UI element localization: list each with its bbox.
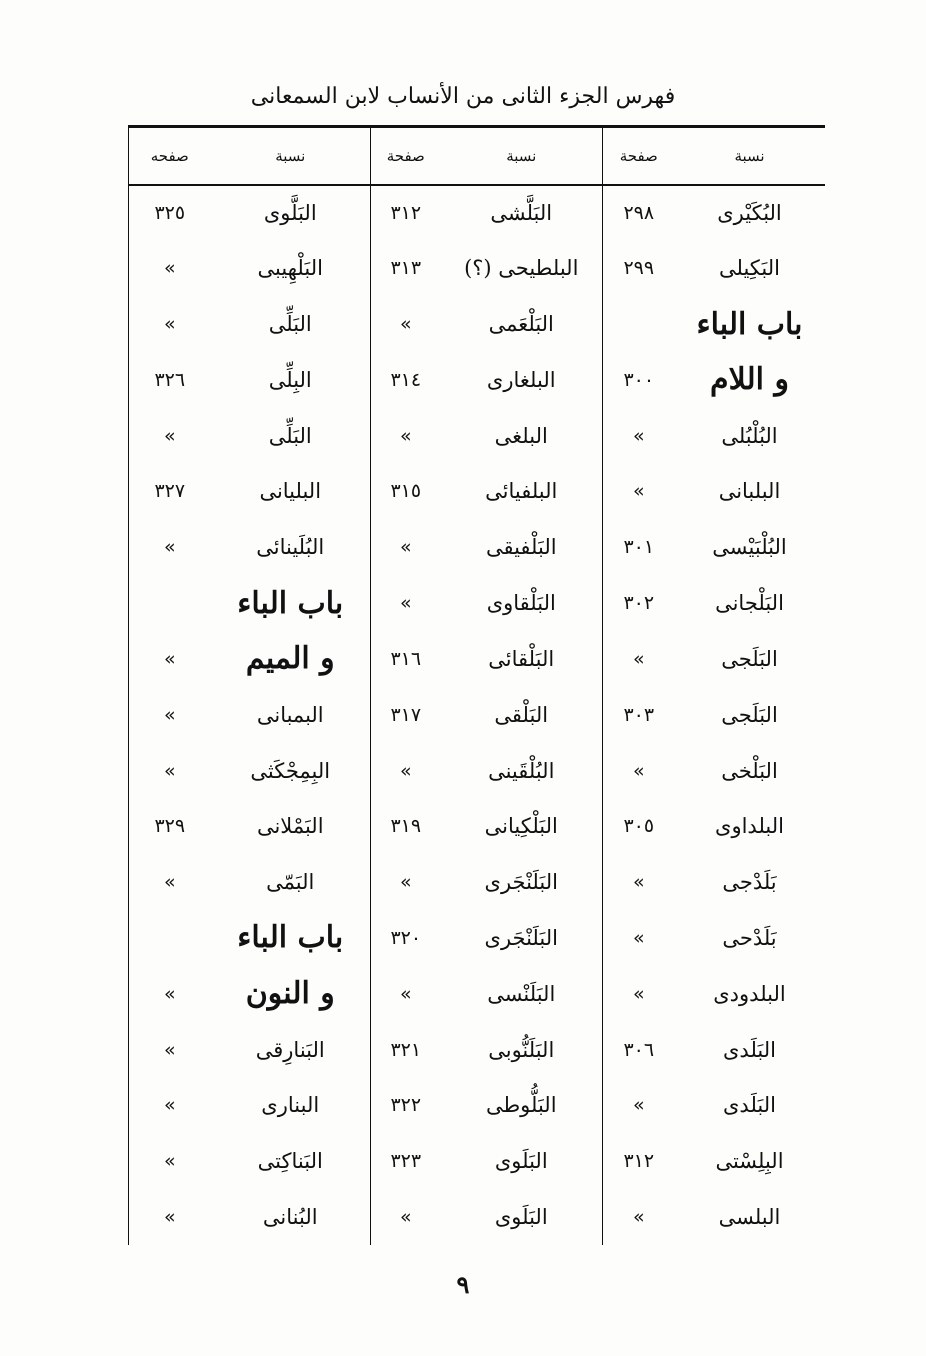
page-cell: » xyxy=(603,743,675,799)
page-cell: ٣٢٠ xyxy=(371,910,441,966)
page-title: فهرس الجزء الثانى من الأنساب لابن السمعانى xyxy=(250,84,676,109)
page-cell: ٣١٣ xyxy=(371,240,441,296)
nisba-cell: البَلْكِيانى xyxy=(484,814,558,839)
nisba-cell: البلسى xyxy=(718,1205,781,1230)
nisba-cell: البلبانى xyxy=(718,479,781,504)
nisba-cell: البَلْهِيبى xyxy=(257,256,323,281)
table-row xyxy=(129,408,825,464)
index-table xyxy=(128,125,825,1245)
page-cell: ٢٩٩ xyxy=(603,240,675,296)
nisba-cell: بَلَدْحى xyxy=(722,925,777,950)
nisba-cell: البَلَجى xyxy=(721,702,778,727)
nisba-cell: و النون xyxy=(245,976,335,1012)
page-cell: » xyxy=(129,1022,211,1078)
page-cell: ٣١٢ xyxy=(603,1133,675,1189)
nisba-cell: البَلَنْسى xyxy=(487,981,556,1006)
nisba-cell: البَلَنْجَرى xyxy=(484,925,558,950)
table-row xyxy=(129,631,825,687)
nisba-cell: البَلَوى xyxy=(494,1149,548,1174)
nisba-cell: البَمّى xyxy=(266,870,315,895)
nisba-cell: البَلْقائى xyxy=(488,646,555,671)
table-row xyxy=(129,1189,825,1245)
nisba-cell: البَلْفيقى xyxy=(485,535,557,560)
nisba-cell: البِلِّى xyxy=(268,367,312,392)
nisba-cell: البُلْبَيْسى xyxy=(712,535,787,560)
page-cell: » xyxy=(129,1078,211,1134)
page-number: ٩ xyxy=(456,1270,470,1299)
page-cell: » xyxy=(129,966,211,1022)
nisba-cell: البَمْلانى xyxy=(256,814,324,839)
page-cell: » xyxy=(129,519,211,575)
page-cell: » xyxy=(129,854,211,910)
page-cell: ٣١٢ xyxy=(371,185,441,241)
nisba-cell: البَلُّوطى xyxy=(485,1093,557,1118)
header-nisba-3: نسبة xyxy=(211,127,371,185)
header-row xyxy=(129,127,825,185)
page-cell: » xyxy=(371,408,441,464)
nisba-cell: بَلَدْجى xyxy=(722,870,777,895)
nisba-cell: البِمِجْكَثى xyxy=(250,758,331,783)
page-cell: ٣٢٦ xyxy=(129,352,211,408)
page-cell: » xyxy=(603,1078,675,1134)
nisba-cell: البَلِّى xyxy=(268,312,312,337)
page-cell: ٣٠٠ xyxy=(603,352,675,408)
nisba-cell: باب الباء xyxy=(696,306,803,342)
nisba-cell: البنارى xyxy=(261,1093,320,1118)
nisba-cell: البَلِّى xyxy=(268,423,312,448)
nisba-cell: البُلَينائى xyxy=(256,535,325,560)
nisba-cell: البُكَيْرى xyxy=(717,200,782,225)
nisba-cell: باب الباء xyxy=(237,585,344,621)
nisba-cell: البَناكِتى xyxy=(257,1149,323,1174)
nisba-cell: و الميم xyxy=(245,641,335,677)
nisba-cell: البَكِيلى xyxy=(719,256,780,281)
header-nisba-1: نسبة xyxy=(675,127,825,185)
nisba-cell: و اللام xyxy=(710,362,789,398)
page-cell: ٣٠٥ xyxy=(603,798,675,854)
table-row xyxy=(129,1133,825,1189)
page-cell: ٣٠١ xyxy=(603,519,675,575)
nisba-cell: باب الباء xyxy=(237,920,344,956)
table-row xyxy=(129,464,825,520)
table-row xyxy=(129,910,825,966)
page-cell: » xyxy=(129,408,211,464)
page-cell: » xyxy=(603,408,675,464)
page-cell: » xyxy=(129,1133,211,1189)
table-row xyxy=(129,185,825,241)
page-cell: » xyxy=(371,296,441,352)
page-cell: » xyxy=(371,519,441,575)
table-row xyxy=(129,854,825,910)
page-cell: » xyxy=(603,966,675,1022)
table-row xyxy=(129,296,825,352)
nisba-cell: البَلَنُّوبى xyxy=(488,1037,555,1062)
page-cell xyxy=(129,575,211,631)
page-cell: » xyxy=(129,1189,211,1245)
page-cell: ٣١٦ xyxy=(371,631,441,687)
table-row xyxy=(129,519,825,575)
page-cell: » xyxy=(371,854,441,910)
nisba-cell: البلداوى xyxy=(715,814,784,839)
nisba-cell: البلغى xyxy=(494,423,548,448)
nisba-cell: البَلَوى xyxy=(494,1205,548,1230)
index-body xyxy=(129,185,825,1246)
page-cell: ٣٢٢ xyxy=(371,1078,441,1134)
page-cell: ٣٢٩ xyxy=(129,798,211,854)
table-row xyxy=(129,1078,825,1134)
nisba-cell: البلفيائى xyxy=(485,479,558,504)
page-cell: ٣٠٣ xyxy=(603,687,675,743)
nisba-cell: البلطيحى (؟) xyxy=(464,256,579,281)
table-row xyxy=(129,575,825,631)
nisba-cell: البَلَجى xyxy=(721,646,778,671)
page-cell xyxy=(603,296,675,352)
nisba-cell: البُلْقَينى xyxy=(488,758,555,783)
page-cell: ٣٢٧ xyxy=(129,464,211,520)
table-row xyxy=(129,687,825,743)
nisba-cell: البَلْعَمى xyxy=(488,312,554,337)
page-cell: » xyxy=(371,743,441,799)
table-row xyxy=(129,743,825,799)
page-cell: » xyxy=(603,910,675,966)
nisba-cell: البَلْقاوى xyxy=(486,591,556,616)
page-cell: » xyxy=(603,1189,675,1245)
page-cell: » xyxy=(129,687,211,743)
nisba-cell: البَلَدى xyxy=(723,1093,776,1118)
table-row xyxy=(129,798,825,854)
page-cell: ٣١٩ xyxy=(371,798,441,854)
nisba-cell: البُلْبُلى xyxy=(721,423,778,448)
table-row xyxy=(129,352,825,408)
nisba-cell: البَلَّشى xyxy=(490,200,553,225)
page-cell: » xyxy=(603,631,675,687)
nisba-cell: البلغارى xyxy=(486,367,556,392)
nisba-cell: البُنانى xyxy=(262,1205,318,1230)
nisba-cell: البَلَدى xyxy=(723,1037,776,1062)
table-row xyxy=(129,240,825,296)
page-cell: » xyxy=(603,854,675,910)
page-cell xyxy=(129,910,211,966)
page-cell: » xyxy=(129,631,211,687)
table-row xyxy=(129,1022,825,1078)
page-cell: » xyxy=(129,240,211,296)
nisba-cell: البَلْخى xyxy=(721,758,778,783)
page-cell: » xyxy=(371,575,441,631)
header-page-3: صفحه xyxy=(129,127,211,185)
page-cell: ٣١٧ xyxy=(371,687,441,743)
nisba-cell: البَلَّوى xyxy=(263,200,317,225)
page-cell: ٣٢٥ xyxy=(129,185,211,241)
nisba-cell: البلدودى xyxy=(713,981,786,1006)
nisba-cell: البَلْقى xyxy=(494,702,549,727)
header-page-1: صفحة xyxy=(603,127,675,185)
page-cell: ٣٢١ xyxy=(371,1022,441,1078)
page-cell: ٣٢٣ xyxy=(371,1133,441,1189)
table-row xyxy=(129,966,825,1022)
page-cell: » xyxy=(603,464,675,520)
page-cell: » xyxy=(371,1189,441,1245)
nisba-cell: البمبانى xyxy=(256,702,324,727)
page-cell: ٣١٥ xyxy=(371,464,441,520)
page-cell: » xyxy=(371,966,441,1022)
header-nisba-2: نسبة xyxy=(441,127,603,185)
page-cell: » xyxy=(129,296,211,352)
page-cell: ٢٩٨ xyxy=(603,185,675,241)
nisba-cell: البَلْجانى xyxy=(715,591,784,616)
header-page-2: صفحة xyxy=(371,127,441,185)
page-cell: » xyxy=(129,743,211,799)
page-cell: ٣١٤ xyxy=(371,352,441,408)
nisba-cell: البَلَنْجَرى xyxy=(484,870,558,895)
nisba-cell: البليانى xyxy=(259,479,322,504)
nisba-cell: البَنارِقى xyxy=(255,1037,325,1062)
page-cell: ٣٠٢ xyxy=(603,575,675,631)
nisba-cell: البِلِسْتى xyxy=(715,1149,784,1174)
page-cell: ٣٠٦ xyxy=(603,1022,675,1078)
